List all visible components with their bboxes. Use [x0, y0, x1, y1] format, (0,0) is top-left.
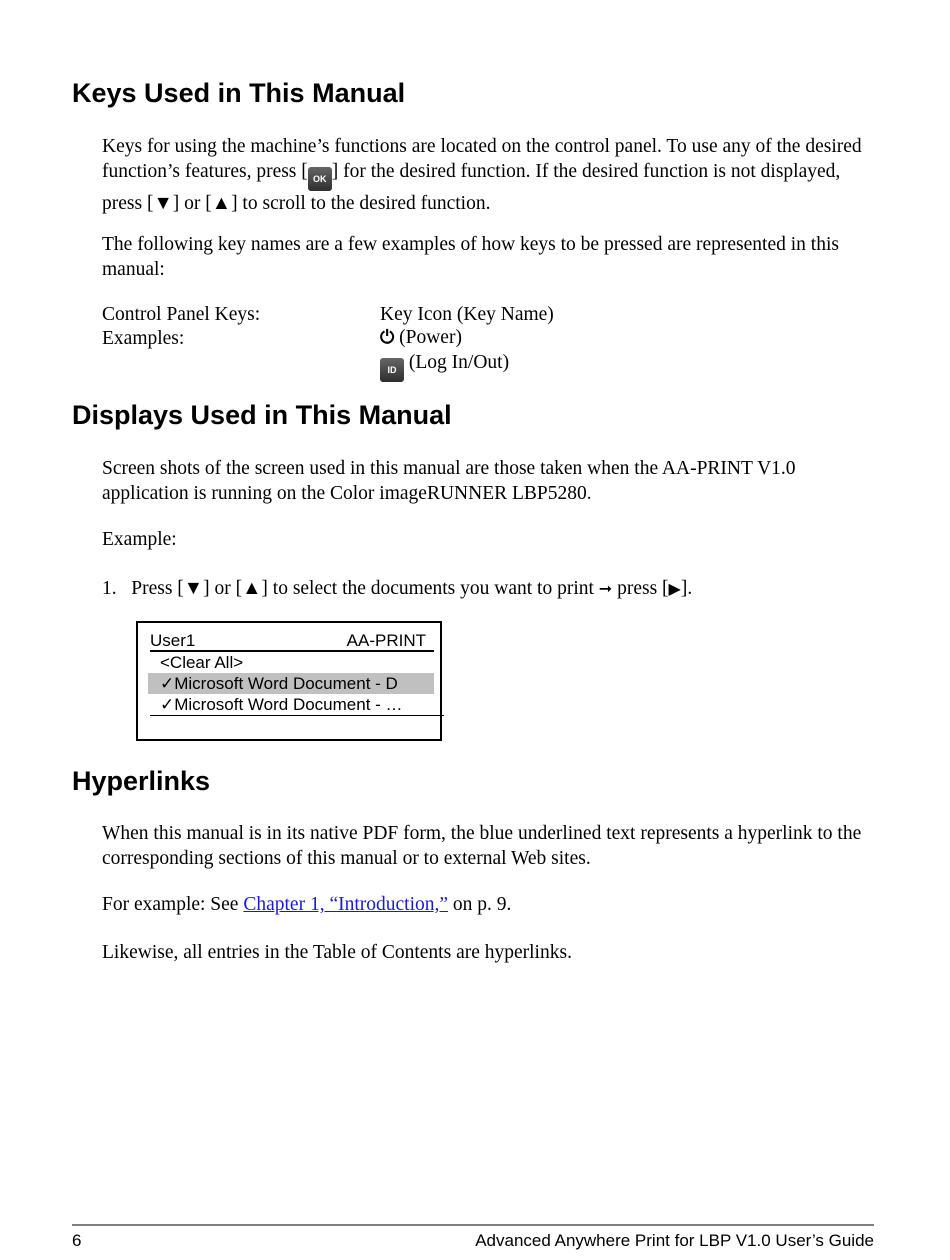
- down-arrow-icon: ▼: [153, 193, 173, 214]
- page-number: 6: [72, 1231, 82, 1250]
- lcd-document-item: ✓Microsoft Word Document - …: [150, 694, 444, 716]
- control-panel-keys-label: Control Panel Keys:: [102, 304, 261, 325]
- power-icon: ⏻: [380, 327, 395, 348]
- up-arrow-icon: ▲: [211, 193, 232, 214]
- lcd-user-name: User1: [150, 631, 196, 650]
- keys-section-heading: Keys Used in This Manual: [72, 78, 406, 108]
- lcd-document-item-selected: ✓Microsoft Word Document - D: [148, 673, 434, 694]
- keys-intro-paragraph: Keys for using the machine’s functions are located on the control panel. To use any of the desired function’s features, press [ OK ] for the desired function. If the desired function is not displayed, press [▼] or [▲] to scroll to the desired function.: [102, 136, 862, 214]
- step-1: 1. Press [▼] or [▲] to select the documents you want to print ➞ press [▶].: [102, 578, 693, 599]
- login-key-example: ID (Log In/Out): [380, 352, 509, 382]
- hyperlinks-intro-paragraph: When this manual is in its native PDF form, the blue underlined text represents a hyperlink to the corresponding sections of this manual or to external Web sites.: [102, 823, 862, 869]
- lcd-app-name: AA-PRINT: [346, 631, 426, 650]
- toc-note: Likewise, all entries in the Table of Contents are hyperlinks.: [102, 942, 572, 963]
- key-names-paragraph: The following key names are a few examples of how keys to be pressed are represented in this manual:: [102, 234, 839, 280]
- down-arrow-icon: ▼: [183, 578, 204, 599]
- examples-label: Examples:: [102, 328, 185, 349]
- chapter-1-link[interactable]: Chapter 1, “Introduction,”: [243, 894, 449, 915]
- id-key-icon: ID: [380, 358, 404, 382]
- step-number: 1.: [102, 578, 117, 599]
- lcd-screen-example: [136, 621, 442, 741]
- power-key-example: ⏻ (Power): [380, 327, 462, 348]
- lcd-clear-all-item: <Clear All>: [160, 653, 244, 672]
- hyperlinks-section-heading: Hyperlinks: [72, 766, 211, 796]
- displays-intro-paragraph: Screen shots of the screen used in this manual are those taken when the AA-PRINT V1.0 application is running on the Color imageRUNNER LBP5280.: [102, 458, 796, 504]
- footer-rule: [72, 1224, 874, 1226]
- up-arrow-icon: ▲: [242, 578, 262, 599]
- ok-key-icon: OK: [308, 167, 332, 191]
- hyperlink-example: For example: See Chapter 1, “Introduction,” on p. 9.: [102, 894, 512, 915]
- right-arrow-icon: ➞: [598, 579, 613, 598]
- key-icon-header: Key Icon (Key Name): [380, 304, 554, 325]
- footer-title: Advanced Anywhere Print for LBP V1.0 User’s Guide: [475, 1231, 874, 1250]
- displays-section-heading: Displays Used in This Manual: [72, 400, 452, 430]
- example-label: Example:: [102, 529, 177, 550]
- play-arrow-icon: ▶: [668, 579, 681, 598]
- lcd-header: [150, 630, 434, 652]
